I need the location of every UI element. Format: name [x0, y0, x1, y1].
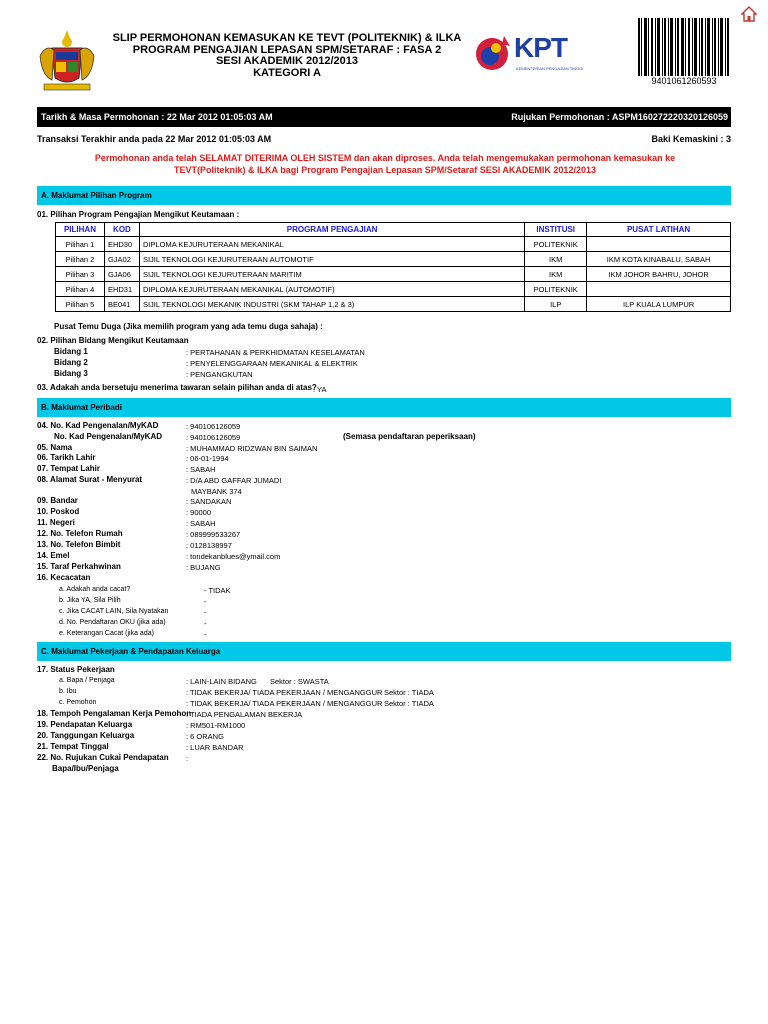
- bidang-1-label: Bidang 1: [54, 347, 88, 356]
- q03-label: 03. Adakah anda bersetuju menerima tawaran selain pilihan anda di atas?: [37, 383, 317, 392]
- cell-institusi: POLITEKNIK: [525, 237, 587, 252]
- home-icon[interactable]: [741, 6, 757, 22]
- field-value: : SABAH: [186, 519, 216, 528]
- kecacatan-value: -: [204, 597, 207, 606]
- field-value: : D/A ABD GAFFAR JUMADI: [186, 476, 282, 485]
- title-line-1: SLIP PERMOHONAN KEMASUKAN KE TEVT (POLITEKNIK) & ILKA: [112, 32, 462, 44]
- col-header-pusat-latihan: PUSAT LATIHAN: [587, 223, 731, 237]
- status-value: : TIDAK BEKERJA/ TIADA PEKERJAAN / MENGANGGUR: [186, 688, 383, 697]
- kecacatan-label: b. Jika YA, Sila Pilih: [59, 597, 121, 604]
- section-a-title: A. Maklumat Pilihan Program: [41, 191, 152, 200]
- field-label: 05. Nama: [37, 443, 73, 452]
- q03-value: : YA: [313, 385, 327, 394]
- application-reference: Rujukan Permohonan : ASPM160272220320126059: [511, 112, 728, 122]
- field-label: 14. Emel: [37, 551, 70, 560]
- cell-pilihan: Pilihan 4: [56, 282, 105, 297]
- bidang-2-value: : PENYELENGGARAAN MEKANIKAL & ELEKTRIK: [186, 359, 358, 368]
- field-label: 07. Tempat Lahir: [37, 464, 100, 473]
- section-b-header: [37, 398, 731, 417]
- field-value: : 06-01-1994: [186, 454, 229, 463]
- success-notice: Permohonan anda telah SELAMAT DITERIMA OLEH SISTEM dan akan diproses. Anda telah mengemukakan permohonan kemasukan ke TEVT(Politeknik) & ILKA bagi Program Pengajian Lepasan SPM/Setaraf SESI AKADEMIK 2012/2013: [94, 153, 676, 175]
- table-row: [56, 297, 731, 312]
- cell-pilihan: Pilihan 5: [56, 297, 105, 312]
- field-label: 15. Taraf Perkahwinan: [37, 562, 121, 571]
- field-value: : 6 ORANG: [186, 732, 224, 741]
- application-datetime: Tarikh & Masa Permohonan : 22 Mar 2012 01:05:03 AM: [41, 112, 273, 122]
- field-label: 10. Poskod: [37, 507, 80, 516]
- cell-kod: GJA02: [104, 252, 139, 267]
- table-row: [56, 267, 731, 282]
- field-value: : 90000: [186, 508, 212, 517]
- bidang-3-label: Bidang 3: [54, 369, 88, 378]
- cell-program: SIJIL TEKNOLOGI KEJURUTERAAN MARITIM: [139, 267, 524, 282]
- field-value: : 940106126059: [186, 433, 241, 442]
- q02-label: 02. Pilihan Bidang Mengikut Keutamaan: [37, 336, 189, 345]
- table-row: [56, 252, 731, 267]
- field-value: MAYBANK 374: [191, 487, 242, 496]
- section-b-title: B. Maklumat Peribadi: [41, 403, 122, 412]
- status-label: b. Ibu: [59, 688, 77, 695]
- field-label: 04. No. Kad Pengenalan/MyKAD: [37, 421, 159, 430]
- cell-pilihan: Pilihan 2: [56, 252, 105, 267]
- q22-line2: Bapa/Ibu/Penjaga: [52, 764, 119, 773]
- kecacatan-label: d. No. Pendaftaran OKU (jika ada): [59, 619, 166, 626]
- title-line-3: SESI AKADEMIK 2012/2013: [215, 55, 359, 67]
- field-label: 12. No. Telefon Rumah: [37, 529, 123, 538]
- cell-pusat-latihan: IKM KOTA KINABALU, SABAH: [587, 252, 731, 267]
- section-a-header: [37, 186, 731, 205]
- field-label: 21. Tempat Tinggal: [37, 742, 109, 751]
- field-value: : BUJANG: [186, 563, 221, 572]
- field-label: 22. No. Rujukan Cukai Pendapatan: [37, 753, 169, 762]
- bidang-3-value: : PENGANGKUTAN: [186, 370, 253, 379]
- cell-pilihan: Pilihan 3: [56, 267, 105, 282]
- cell-institusi: IKM: [525, 267, 587, 282]
- field-value: : 940106126059: [186, 422, 241, 431]
- cell-kod: BE041: [104, 297, 139, 312]
- field-value: : LUAR BANDAR: [186, 743, 244, 752]
- cell-program: SIJIL TEKNOLOGI MEKANIK INDUSTRI (SKM TAHAP 1,2 & 3): [139, 297, 524, 312]
- section-c-header: [37, 642, 731, 661]
- kpt-logo-text: KPT: [514, 32, 567, 63]
- status-sektor: Sektor : TIADA: [384, 699, 434, 708]
- semasa-note: (Semasa pendaftaran peperiksaan): [343, 432, 476, 441]
- title-line-2: PROGRAM PENGAJIAN LEPASAN SPM/SETARAF : FASA 2: [132, 43, 442, 56]
- q17-label: 17. Status Pekerjaan: [37, 665, 115, 674]
- kpt-logo-subtext: KEMENTERIAN PENGAJIAN TINGGI: [516, 66, 584, 71]
- col-header-program: PROGRAM PENGAJIAN: [139, 223, 524, 237]
- cell-kod: EHD30: [104, 237, 139, 252]
- section-c-title: C. Maklumat Pekerjaan & Pendapatan Keluarga: [41, 647, 221, 656]
- kecacatan-label: a. Adakah anda cacat?: [59, 586, 131, 593]
- cell-program: DIPLOMA KEJURUTERAAN MEKANIKAL: [139, 237, 524, 252]
- table-row: [56, 237, 731, 252]
- status-value: : LAIN-LAIN BIDANG: [186, 677, 257, 686]
- field-label: 19. Pendapatan Keluarga: [37, 720, 133, 729]
- field-label: 20. Tanggungan Keluarga: [37, 731, 135, 740]
- application-info-bar: [37, 107, 731, 127]
- field-value: : RM501-RM1000: [186, 721, 246, 730]
- status-sektor: Sektor : SWASTA: [270, 677, 329, 686]
- cell-institusi: ILP: [525, 297, 587, 312]
- field-label: 06. Tarikh Lahir: [37, 453, 96, 462]
- pusat-temu-duga-label: Pusat Temu Duga (Jika memilih program yang ada temu duga sahaja) :: [54, 322, 323, 331]
- field-label: 18. Tempoh Pengalaman Kerja Pemohon: [37, 709, 192, 718]
- status-label: a. Bapa / Penjaga: [59, 677, 115, 684]
- barcode-image: [636, 18, 732, 76]
- kecacatan-label: e. Keterangan Cacat (jika ada): [59, 630, 154, 637]
- cell-institusi: IKM: [525, 252, 587, 267]
- kpt-logo: [474, 28, 602, 78]
- cell-kod: EHD31: [104, 282, 139, 297]
- update-balance: Baki Kemaskini : 3: [651, 134, 731, 144]
- col-header-institusi: INSTITUSI: [525, 223, 587, 237]
- cell-kod: GJA06: [104, 267, 139, 282]
- field-value: : 089999533267: [186, 530, 241, 539]
- kecacatan-value: -: [204, 619, 207, 628]
- field-label: 08. Alamat Surat - Menyurat: [37, 475, 143, 484]
- col-header-pilihan: PILIHAN: [56, 223, 105, 237]
- status-sektor: Sektor : TIADA: [384, 688, 434, 697]
- field-label: 09. Bandar: [37, 496, 78, 505]
- kecacatan-label: c. Jika CACAT LAIN, Sila Nyatakan: [59, 608, 169, 615]
- malaysia-crest-logo: [32, 26, 102, 96]
- cell-pusat-latihan: [587, 237, 731, 252]
- barcode-number: 9401061260593: [651, 76, 717, 86]
- status-value: : TIDAK BEKERJA/ TIADA PEKERJAAN / MENGANGGUR: [186, 699, 383, 708]
- kecacatan-value: -: [204, 608, 207, 617]
- table-row: [56, 282, 731, 297]
- cell-institusi: POLITEKNIK: [525, 282, 587, 297]
- cell-pusat-latihan: IKM JOHOR BAHRU, JOHOR: [587, 267, 731, 282]
- slip-title: [112, 33, 462, 79]
- cell-pusat-latihan: ILP KUALA LUMPUR: [587, 297, 731, 312]
- field-value: : SABAH: [186, 465, 216, 474]
- cell-program: SIJIL TEKNOLOGI KEJURUTERAAN AUTOMOTIF: [139, 252, 524, 267]
- col-header-kod: KOD: [104, 223, 139, 237]
- field-value: : 0128138997: [186, 541, 232, 550]
- field-value: : MUHAMMAD RIDZWAN BIN SAIMAN: [186, 444, 318, 453]
- field-value: :: [186, 754, 189, 763]
- field-value: : TIADA PENGALAMAN BEKERJA: [186, 710, 303, 719]
- status-label: c. Pemohon: [59, 699, 97, 706]
- last-transaction: Transaksi Terakhir anda pada 22 Mar 2012 01:05:03 AM: [37, 134, 272, 144]
- bidang-2-label: Bidang 2: [54, 358, 88, 367]
- kecacatan-value: - TIDAK: [204, 586, 231, 595]
- field-label: No. Kad Pengenalan/MyKAD: [54, 432, 163, 441]
- cell-program: DIPLOMA KEJURUTERAAN MEKANIKAL (AUTOMOTIF): [139, 282, 524, 297]
- program-choice-table: [55, 222, 731, 312]
- bidang-1-value: : PERTAHANAN & PERKHIDMATAN KESELAMATAN: [186, 348, 365, 357]
- field-label: 13. No. Telefon Bimbit: [37, 540, 121, 549]
- field-value: : tondekanblues@ymail.com: [186, 552, 281, 561]
- field-value: : SANDAKAN: [186, 497, 232, 506]
- table-header-row: [56, 223, 731, 237]
- cell-pilihan: Pilihan 1: [56, 237, 105, 252]
- kecacatan-value: -: [204, 630, 207, 639]
- q01-label: 01. Pilihan Program Pengajian Mengikut Keutamaan :: [37, 210, 240, 219]
- field-label: 11. Negeri: [37, 518, 75, 527]
- cell-pusat-latihan: [587, 282, 731, 297]
- field-label: 16. Kecacatan: [37, 573, 91, 582]
- title-line-4: KATEGORI A: [253, 66, 321, 79]
